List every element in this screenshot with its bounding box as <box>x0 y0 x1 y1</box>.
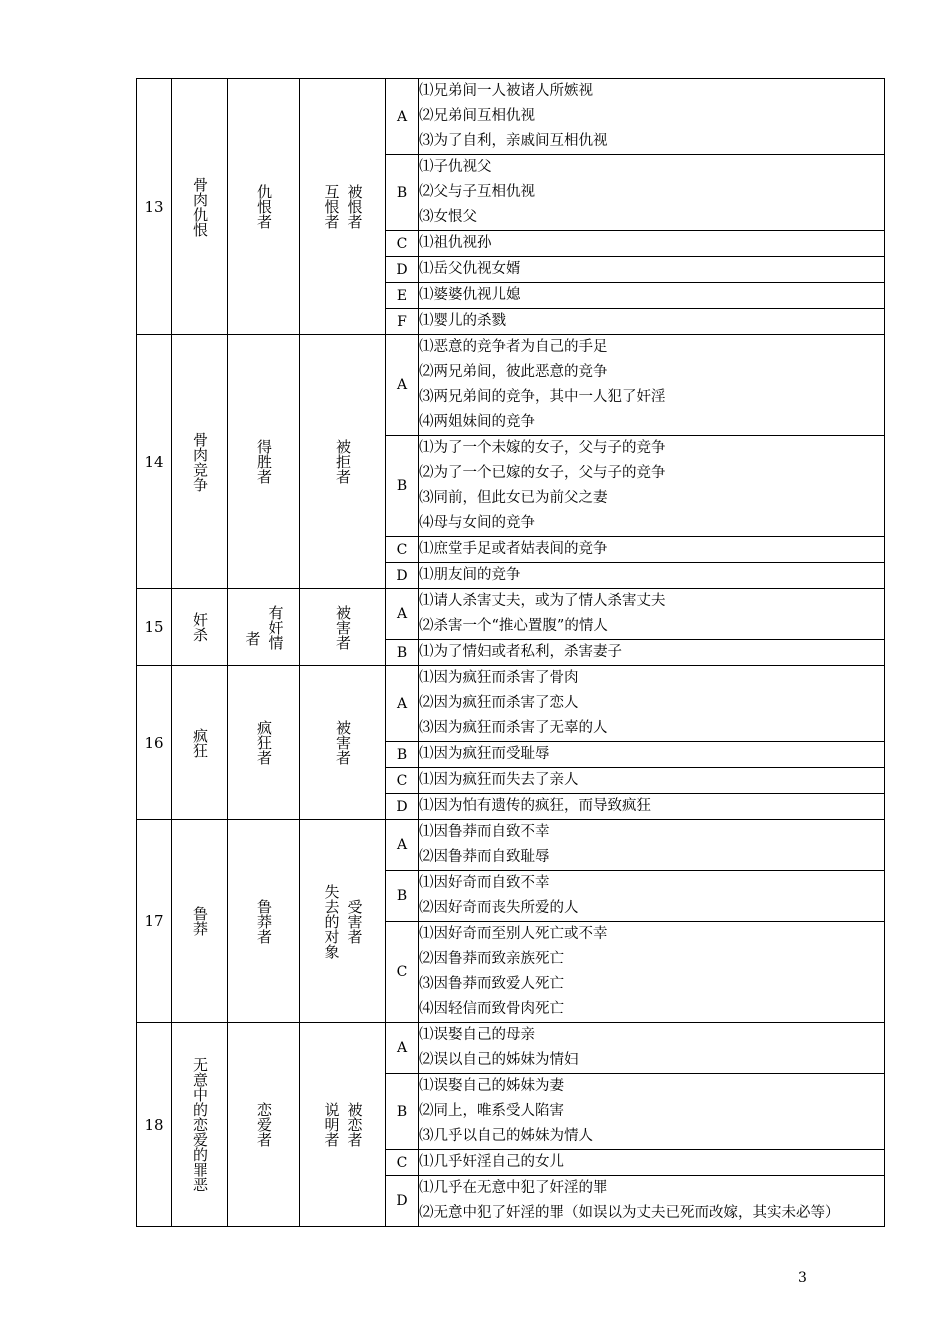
variant-item: ⑵兄弟间互相仇视 <box>419 108 535 124</box>
secondary-role-wrap <box>300 605 385 650</box>
variant-letter: B <box>386 640 419 666</box>
variant-item: ⑴祖仇视孙 <box>419 235 492 251</box>
situation-name <box>172 1023 228 1227</box>
variant-item: ⑷因轻信而致骨肉死亡 <box>419 1001 564 1017</box>
variant-item: ⑶几乎以自己的姊妹为情人 <box>419 1128 593 1144</box>
primary-role-wrap <box>228 720 299 765</box>
variant-item: ⑴误娶自己的姊妹为妻 <box>419 1078 564 1094</box>
situation-name-text: 奸杀 <box>191 612 209 642</box>
secondary-role <box>300 820 386 1023</box>
variant-letter: A <box>386 589 419 640</box>
variant-item: ⑶因为疯狂而杀害了无辜的人 <box>419 720 608 736</box>
situation-number: 18 <box>137 1023 172 1227</box>
variant-item: ⑴因为疯狂而杀害了骨肉 <box>419 670 579 686</box>
variant-letter: F <box>386 309 419 335</box>
variant-items <box>419 155 885 231</box>
secondary-role-wrap <box>300 184 385 229</box>
primary-role-wrap <box>228 439 299 484</box>
variant-item: ⑴因为怕有遗传的疯狂，而导致疯狂 <box>419 798 651 814</box>
variant-letter: C <box>386 768 419 794</box>
variant-item: ⑴几乎在无意中犯了奸淫的罪 <box>419 1180 608 1196</box>
primary-role <box>228 589 300 666</box>
primary-role-wrap <box>228 1102 299 1147</box>
secondary-role-text: 说明者 <box>322 1102 341 1147</box>
secondary-role-wrap <box>300 1102 385 1147</box>
variant-items <box>419 537 885 563</box>
variant-item: ⑴为了一个未嫁的女子，父与子的竞争 <box>419 440 666 456</box>
table-row <box>137 335 885 436</box>
variant-item: ⑵因好奇而丧失所爱的人 <box>419 900 579 916</box>
variant-item: ⑵误以自己的姊妹为情妇 <box>419 1052 579 1068</box>
variant-item: ⑴因为疯狂而失去了亲人 <box>419 772 579 788</box>
variant-letter: B <box>386 155 419 231</box>
variant-item: ⑴兄弟间一人被诸人所嫉视 <box>419 83 593 99</box>
situation-name <box>172 666 228 820</box>
variant-letter: C <box>386 231 419 257</box>
secondary-role-text: 被拒者 <box>334 439 352 484</box>
variant-items <box>419 871 885 922</box>
secondary-role <box>300 1023 386 1227</box>
variant-item: ⑴子仇视父 <box>419 159 492 175</box>
situation-name-wrap <box>172 1057 227 1192</box>
table-row <box>137 589 885 640</box>
variant-letter: D <box>386 563 419 589</box>
table-row <box>137 666 885 742</box>
primary-role <box>228 79 300 335</box>
primary-role-text: 恋爱者 <box>255 1102 273 1147</box>
primary-role-text: 鲁莽者 <box>255 898 273 944</box>
variant-letter: E <box>386 283 419 309</box>
situation-name <box>172 820 228 1023</box>
situation-name-wrap <box>172 906 227 936</box>
situation-name-wrap <box>172 177 227 237</box>
variant-items <box>419 742 885 768</box>
situation-name-text: 鲁莽 <box>191 906 209 936</box>
variant-item: ⑴为了情妇或者私利，杀害妻子 <box>419 644 622 660</box>
situation-name <box>172 589 228 666</box>
variant-items <box>419 820 885 871</box>
variant-letter: B <box>386 871 419 922</box>
variant-item: ⑶女恨父 <box>419 209 477 225</box>
situation-name-text: 骨肉仇恨 <box>191 176 209 237</box>
variant-item: ⑴几乎奸淫自己的女儿 <box>419 1154 564 1170</box>
variant-items <box>419 768 885 794</box>
variant-item: ⑴岳父仇视女婿 <box>419 261 521 277</box>
variant-items <box>419 640 885 666</box>
primary-role-wrap <box>228 899 299 944</box>
variant-item: ⑴因好奇而至别人死亡或不幸 <box>419 926 608 942</box>
secondary-role-text: 互恨者 <box>322 184 341 229</box>
situation-name-text: 疯狂 <box>191 727 209 758</box>
variant-letter: A <box>386 820 419 871</box>
secondary-role <box>300 666 386 820</box>
variant-items <box>419 922 885 1023</box>
variant-items <box>419 79 885 155</box>
variant-items <box>419 563 885 589</box>
variant-item: ⑴朋友间的竞争 <box>419 567 521 583</box>
variant-items <box>419 1023 885 1074</box>
variant-item: ⑵两兄弟间，彼此恶意的竞争 <box>419 364 608 380</box>
variant-item: ⑵为了一个已嫁的女子，父与子的竞争 <box>419 465 666 481</box>
variant-letter: A <box>386 666 419 742</box>
situation-name-wrap <box>172 432 227 492</box>
situation-name <box>172 335 228 589</box>
table-row <box>137 79 885 155</box>
primary-role-text: 者 <box>243 630 262 646</box>
variant-item: ⑵父与子互相仇视 <box>419 184 535 200</box>
table-row <box>137 820 885 871</box>
variant-item: ⑷两姐妹间的竞争 <box>419 414 535 430</box>
primary-role-text: 有奸情 <box>266 604 285 650</box>
variant-letter: D <box>386 257 419 283</box>
variant-item: ⑴请人杀害丈夫，或为了情人杀害丈夫 <box>419 593 666 609</box>
variant-items <box>419 283 885 309</box>
secondary-role <box>300 589 386 666</box>
variant-letter: B <box>386 742 419 768</box>
variant-item: ⑶同前，但此女已为前父之妻 <box>419 490 608 506</box>
variant-item: ⑴婆婆仇视儿媳 <box>419 287 521 303</box>
table-row <box>137 1023 885 1074</box>
secondary-role-text: 被害者 <box>334 604 352 650</box>
secondary-role-text: 受害者 <box>345 898 364 944</box>
variant-items <box>419 257 885 283</box>
secondary-role-text: 被恨者 <box>345 184 364 229</box>
variant-item: ⑴因好奇而自致不幸 <box>419 875 550 891</box>
variant-items <box>419 794 885 820</box>
situation-number: 16 <box>137 666 172 820</box>
variant-item: ⑴庶堂手足或者姑表间的竞争 <box>419 541 608 557</box>
secondary-role-wrap <box>300 439 385 484</box>
variant-item: ⑴婴儿的杀戮 <box>419 313 506 329</box>
variant-item: ⑶为了自利，亲戚间互相仇视 <box>419 133 608 149</box>
variant-letter: A <box>386 335 419 436</box>
variant-letter: C <box>386 922 419 1023</box>
variant-item: ⑵因鲁莽而自致耻辱 <box>419 849 550 865</box>
secondary-role <box>300 79 386 335</box>
variant-items <box>419 436 885 537</box>
primary-role-wrap <box>228 184 299 229</box>
variant-item: ⑵因为疯狂而杀害了恋人 <box>419 695 579 711</box>
variant-item: ⑵因鲁莽而致亲族死亡 <box>419 951 564 967</box>
variant-letter: D <box>386 1176 419 1227</box>
situation-name-wrap <box>172 612 227 642</box>
primary-role <box>228 820 300 1023</box>
secondary-role-wrap <box>300 884 385 959</box>
situation-name-wrap <box>172 728 227 758</box>
secondary-role-text: 被恋者 <box>345 1102 364 1147</box>
primary-role <box>228 335 300 589</box>
secondary-role-text: 被害者 <box>334 720 352 765</box>
variant-letter: B <box>386 1074 419 1150</box>
variant-letter: A <box>386 79 419 155</box>
secondary-role-text: 失去的对象 <box>322 883 341 959</box>
variant-letter: C <box>386 1150 419 1176</box>
variant-items <box>419 231 885 257</box>
variant-items <box>419 1176 885 1227</box>
variant-items <box>419 589 885 640</box>
variant-letter: B <box>386 436 419 537</box>
variant-letter: C <box>386 537 419 563</box>
variant-item: ⑵杀害一个“推心置腹”的情人 <box>419 618 608 634</box>
situation-name-text: 无意中的恋爱的罪恶 <box>191 1057 209 1192</box>
variant-items <box>419 309 885 335</box>
primary-role-text: 仇恨者 <box>255 184 273 229</box>
variant-item: ⑵同上，唯系受人陷害 <box>419 1103 564 1119</box>
secondary-role <box>300 335 386 589</box>
primary-role-text: 得胜者 <box>255 439 273 484</box>
situation-number: 17 <box>137 820 172 1023</box>
situation-number: 13 <box>137 79 172 335</box>
variant-item: ⑴因鲁莽而自致不幸 <box>419 824 550 840</box>
situations-table <box>136 78 885 1227</box>
variant-item: ⑴误娶自己的母亲 <box>419 1027 535 1043</box>
situation-number: 14 <box>137 335 172 589</box>
variant-letter: D <box>386 794 419 820</box>
situation-name <box>172 79 228 335</box>
variant-item: ⑷母与女间的竞争 <box>419 515 535 531</box>
variant-letter: A <box>386 1023 419 1074</box>
variant-item: ⑴因为疯狂而受耻辱 <box>419 746 550 762</box>
secondary-role-wrap <box>300 720 385 765</box>
variant-items <box>419 666 885 742</box>
variant-items <box>419 1150 885 1176</box>
variant-items <box>419 335 885 436</box>
primary-role-wrap <box>228 605 299 650</box>
primary-role-text: 疯狂者 <box>255 720 273 765</box>
variant-items <box>419 1074 885 1150</box>
variant-item: ⑶两兄弟间的竞争，其中一人犯了奸淫 <box>419 389 666 405</box>
variant-item: ⑴恶意的竞争者为自己的手足 <box>419 339 608 355</box>
page-number: 3 <box>798 1270 807 1286</box>
primary-role <box>228 1023 300 1227</box>
table-body <box>137 79 885 1227</box>
variant-item: ⑵无意中犯了奸淫的罪（如误以为丈夫已死而改嫁，其实未必等） <box>419 1205 840 1221</box>
situation-number: 15 <box>137 589 172 666</box>
situation-name-text: 骨肉竞争 <box>191 431 209 492</box>
primary-role <box>228 666 300 820</box>
variant-item: ⑶因鲁莽而致爱人死亡 <box>419 976 564 992</box>
